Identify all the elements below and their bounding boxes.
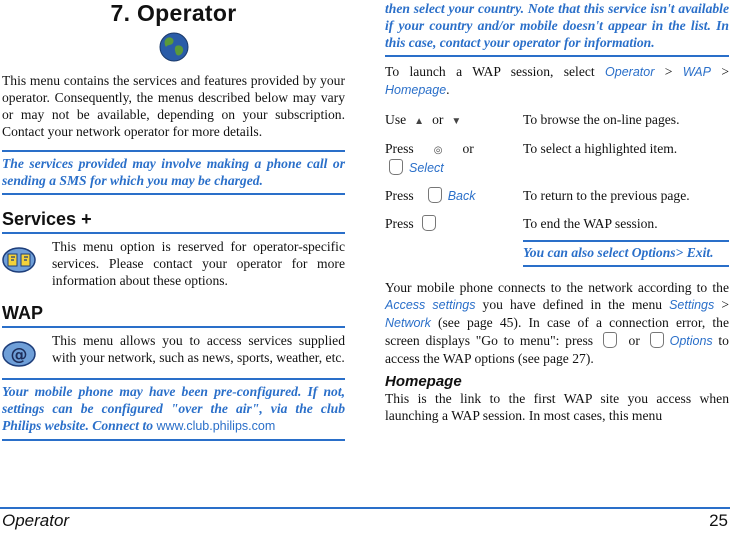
ok-key-icon: ◎ bbox=[433, 145, 443, 156]
nav-up-icon: ▲ bbox=[414, 116, 425, 127]
wap-at-icon bbox=[2, 340, 36, 368]
connect-paragraph: Your mobile phone connects to the network according to the Access settings you have defined in the menu Settings > Network (see page 45). In case of a connection error, the screen displays "Go to menu": press or Options to access the WAP options (see page 27). bbox=[385, 280, 729, 366]
right-softkey-icon bbox=[428, 187, 442, 203]
left-column bbox=[2, 0, 345, 441]
services-section bbox=[2, 238, 345, 289]
footer-rule bbox=[0, 507, 730, 509]
globe-icon bbox=[159, 32, 189, 62]
left-softkey-icon bbox=[650, 332, 664, 348]
intro-paragraph: This menu contains the services and features provided by your operator. Consequently, the menus described below may vary or may not be available, depending on your subscription. Contact your network operator for more details. bbox=[2, 73, 345, 139]
wap-config-note: Your mobile phone may have been pre-configured. If not, settings can be configured "over the air", via the club Philips website. Connect to www.club.philips.com bbox=[2, 378, 345, 441]
homepage-text: This is the link to the first WAP site you access when launching a WAP session. In most cases, this menu bbox=[385, 391, 729, 423]
exit-note: You can also select Options> Exit. bbox=[523, 240, 729, 267]
left-softkey-icon bbox=[389, 159, 403, 175]
svg-text:@: @ bbox=[10, 345, 28, 365]
services-heading: Services + bbox=[2, 209, 345, 234]
call-key-icon bbox=[603, 332, 617, 348]
end-key-icon bbox=[422, 215, 436, 231]
launch-paragraph: To launch a WAP session, select Operator > WAP > Homepage. bbox=[385, 64, 729, 97]
wap-config-note-continued: then select your country. Note that this service isn't available if your country and/or mobile doesn't appear in the list. In this case, contact your operator for information. bbox=[385, 0, 729, 57]
right-column bbox=[385, 0, 729, 424]
homepage-heading: Homepage bbox=[385, 373, 462, 390]
wap-steps-table bbox=[385, 111, 729, 277]
page-number: 25 bbox=[709, 511, 728, 530]
table-row: Press ◎ or Select To select a highlighted item. bbox=[385, 141, 678, 175]
services-text: This menu option is reserved for operator-specific services. Please contact your operator for more information about these options. bbox=[52, 239, 345, 288]
chapter-title: 7. Operator bbox=[110, 0, 237, 26]
footer-section: Operator bbox=[2, 511, 70, 530]
wap-heading: WAP bbox=[2, 303, 345, 328]
services-plus-icon bbox=[2, 246, 36, 274]
charge-note: The services provided may involve making a phone call or sending a SMS for which you may be charged. bbox=[2, 150, 345, 195]
nav-down-icon: ▼ bbox=[451, 116, 462, 127]
club-philips-link[interactable]: www.club.philips.com bbox=[156, 419, 276, 433]
table-row: Press Back To return to the previous page. bbox=[385, 188, 690, 203]
wap-section bbox=[2, 332, 345, 372]
table-row: Use ▲ or ▼ To browse the on-line pages. bbox=[385, 111, 729, 140]
wap-text: This menu allows you to access services supplied with your network, such as news, sports, weather, etc. bbox=[52, 333, 345, 365]
table-row: Press To end the WAP session. You can also select Options> Exit. bbox=[385, 215, 729, 277]
